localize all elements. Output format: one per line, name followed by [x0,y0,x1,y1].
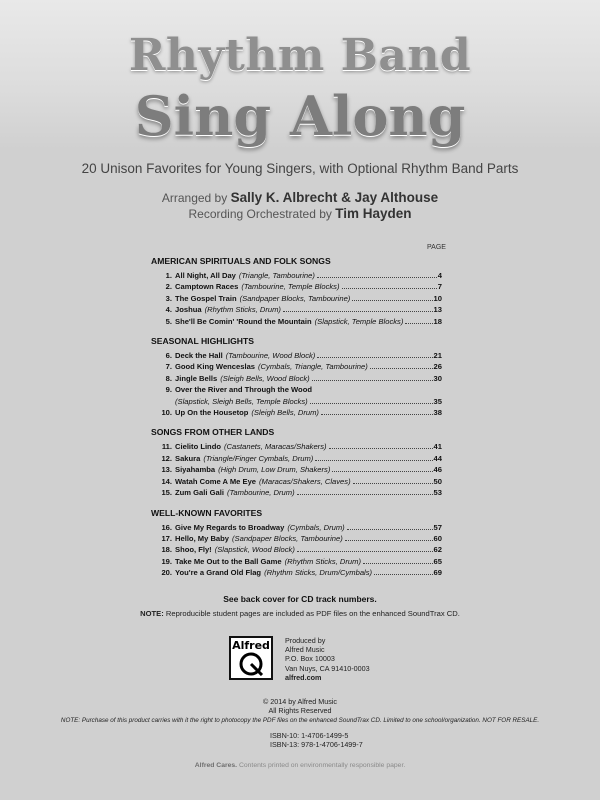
dot-leader [315,460,432,461]
entry-page: 65 [433,556,442,566]
title-line-2: Sing Along [134,84,466,148]
entry-title: Deck the Hall [175,351,223,361]
entry-instruments: (Maracas/Shakers, Claves) [259,476,351,486]
entry-title: She'll Be Comin' 'Round the Mountain [175,316,312,326]
dot-leader [297,494,433,495]
entry-page: 10 [433,293,442,303]
entry-number: 1. [165,271,172,280]
dot-leader [405,323,432,324]
isbn-13: ISBN-13: 978-1-4706-1499-7 [270,740,363,749]
entry-instruments: (Triangle, Tambourine) [238,271,315,280]
orchestrated-prefix: Recording Orchestrated by [188,207,332,221]
toc-entry [151,487,442,498]
entry-title: Camptown Races [175,282,239,292]
entry-number: 15. [161,488,172,498]
entry-instruments: (Rhythm Sticks, Drum/Cymbals) [264,568,373,578]
dot-leader [321,414,433,415]
note-text: Reproducible student pages are included as PDF files on the enhanced SoundTrax CD. [165,609,460,618]
publisher-url: alfred.com [285,672,322,682]
entry-instruments: (Cymbals, Drum) [287,522,345,532]
entry-instruments: (Rhythm Sticks, Drum) [204,305,281,315]
entry-page: 41 [433,442,442,452]
dot-leader [352,300,432,301]
dot-leader [374,574,432,575]
see-back-cover-note: See back cover for CD track numbers. [223,594,377,604]
entry-number: 6. [165,351,172,361]
toc-entry [151,441,442,452]
isbn-10: ISBN-10: 1-4706-1499-5 [270,731,349,740]
entry-title: Jingle Bells [175,373,218,383]
section-heading: AMERICAN SPIRITUALS AND FOLK SONGS [151,256,331,266]
dot-leader [342,288,437,289]
entry-instruments: (Tambourine, Wood Block) [225,351,316,361]
entry-number: 8. [165,373,172,383]
entry-number: 7. [165,362,172,372]
entry-instruments: (Cymbals, Triangle, Tambourine) [258,362,368,372]
entry-instruments: (Sandpaper Blocks, Tambourine) [232,533,343,543]
entry-title: All Night, All Day [175,271,236,280]
toc-entry [151,396,442,407]
toc-entry [151,567,442,578]
resale-note: NOTE: Purchase of this product carries with it the right to photocopy the PDF files on the enhanced SoundTrax CD. Limited to one school/organization. NOT FOR RESALE. [60,717,540,724]
entry-title: The Gospel Train [175,293,237,303]
dot-leader [332,471,432,472]
entry-number: 2. [165,282,172,292]
toc-entry [151,361,442,372]
entry-page: 60 [433,533,442,543]
entry-page: 35 [433,396,442,406]
dot-leader [283,311,433,312]
section-heading: SEASONAL HIGHLIGHTS [151,336,254,347]
entry-page: 38 [433,408,442,418]
toc-entry [151,544,442,555]
entry-number: 20. [161,568,172,578]
entry-page: 26 [433,362,442,372]
arranged-credit [0,190,600,205]
publisher-line: Van Nuys, CA 91410-0003 [285,663,370,673]
dot-leader [347,529,433,530]
entry-number: 17. [161,533,172,543]
publisher-line: Alfred Music [285,645,325,655]
entry-instruments: (Sleigh Bells, Wood Block) [220,373,310,383]
entry-instruments: (Slapstick, Sleigh Bells, Temple Blocks) [175,396,308,406]
toc-entry [151,316,442,327]
entry-number: 13. [161,465,172,475]
entry-title: You're a Grand Old Flag [175,568,262,578]
entry-page: 62 [433,545,442,555]
dot-leader [310,403,433,404]
entry-title: Sakura [175,453,201,463]
entry-instruments: (Rhythm Sticks, Drum) [284,556,361,566]
entry-title: Zum Gali Gali [175,488,224,498]
entry-number: 18. [161,545,172,555]
toc-entry [151,522,442,533]
orchestrated-credit [0,206,600,221]
cares-text: Contents printed on environmentally responsible paper. [238,762,406,769]
entry-instruments: (High Drum, Low Drum, Shakers) [218,465,331,475]
entry-page: 69 [433,568,442,578]
entry-instruments: (Tambourine, Temple Blocks) [241,282,340,292]
entry-page: 44 [433,453,442,463]
rights-reserved: All Rights Reserved [268,706,332,715]
dot-leader [317,357,432,358]
entry-page: 18 [433,316,442,326]
arrangers: Sally K. Albrecht & Jay Althouse [230,190,439,205]
dot-leader [363,563,433,564]
entry-title: Hello, My Baby [175,533,230,543]
entry-instruments: (Slapstick, Temple Blocks) [314,316,404,326]
entry-title: Cielito Lindo [175,442,221,452]
toc-entry [151,281,442,292]
subtitle: 20 Unison Favorites for Young Singers, with Optional Rhythm Band Parts [81,161,519,176]
entry-page: 50 [433,476,442,486]
entry-number: 11. [161,442,172,452]
cares-brand: Alfred Cares. [194,762,238,769]
toc-entry [151,453,442,464]
dot-leader [345,540,433,541]
toc-entry [151,407,442,418]
entry-title: Take Me Out to the Ball Game [175,556,282,566]
entry-number: 3. [165,293,172,303]
page-column-label: PAGE [427,244,446,251]
entry-number: 4. [165,305,172,315]
section-heading: SONGS FROM OTHER LANDS [151,427,275,438]
entry-number: 14. [161,476,172,486]
entry-instruments: (Sandpaper Blocks, Tambourine) [239,293,351,303]
dot-leader [370,368,433,369]
toc-entry [151,556,442,567]
toc-entry [151,384,442,395]
dot-leader [317,277,437,278]
entry-instruments: (Slapstick, Wood Block) [214,545,295,555]
entry-page: 7 [437,282,442,292]
dot-leader [297,551,433,552]
entry-title: Good King Wenceslas [175,362,256,372]
entry-page: 46 [433,465,442,475]
entry-page: 4 [437,271,442,280]
toc-entry [151,304,442,315]
toc-entry [151,350,442,361]
logo-emblem-icon [238,652,264,676]
entry-number: 16. [161,522,172,532]
entry-number: 9. [165,385,172,395]
entry-title: Siyahamba [175,465,216,475]
dot-leader [312,380,433,381]
entry-instruments: (Tambourine, Drum) [226,488,295,498]
entry-page: 53 [433,488,442,498]
entry-title: Joshua [175,305,202,315]
orchestrator: Tim Hayden [335,206,412,221]
entry-number: 5. [165,316,172,326]
entry-page: 21 [433,351,442,361]
entry-number: 12. [161,453,172,463]
toc-entry [151,464,442,475]
logo-word: Alfred [232,639,270,652]
dot-leader [329,448,433,449]
entry-title: Up On the Housetop [175,408,249,418]
section-heading: WELL-KNOWN FAVORITES [151,507,263,518]
copyright: © 2014 by Alfred Music [262,697,337,706]
arranged-prefix: Arranged by [161,191,228,205]
title-line-1: Rhythm Band [128,30,472,81]
entry-instruments: (Triangle/Finger Cymbals, Drum) [203,453,314,463]
alfred-logo [229,636,273,680]
entry-title: Shoo, Fly! [175,545,212,555]
dot-leader [353,483,433,484]
entry-page: 13 [433,305,442,315]
pdf-note [0,609,600,618]
entry-number: 19. [161,556,172,566]
toc-entry [151,476,442,487]
toc-entry [151,293,442,304]
toc-entry [151,373,442,384]
toc-entry [151,270,442,281]
alfred-cares-note [0,762,600,769]
entry-number: 10. [161,408,172,418]
entry-title: Watah Come A Me Eye [175,476,257,486]
entry-page: 30 [433,373,442,383]
publisher-info [285,636,370,682]
publisher-line: Produced by [285,636,326,645]
entry-instruments: (Sleigh Bells, Drum) [251,408,319,418]
toc-entry [151,533,442,544]
publisher-line: P.O. Box 10003 [285,654,335,664]
entry-title: Give My Regards to Broadway [175,522,285,532]
note-label: NOTE: [140,609,164,618]
entry-instruments: (Castanets, Maracas/Shakers) [223,442,327,452]
entry-page: 57 [433,522,442,532]
entry-title: Over the River and Through the Wood [175,385,312,395]
table-of-contents [151,256,442,579]
